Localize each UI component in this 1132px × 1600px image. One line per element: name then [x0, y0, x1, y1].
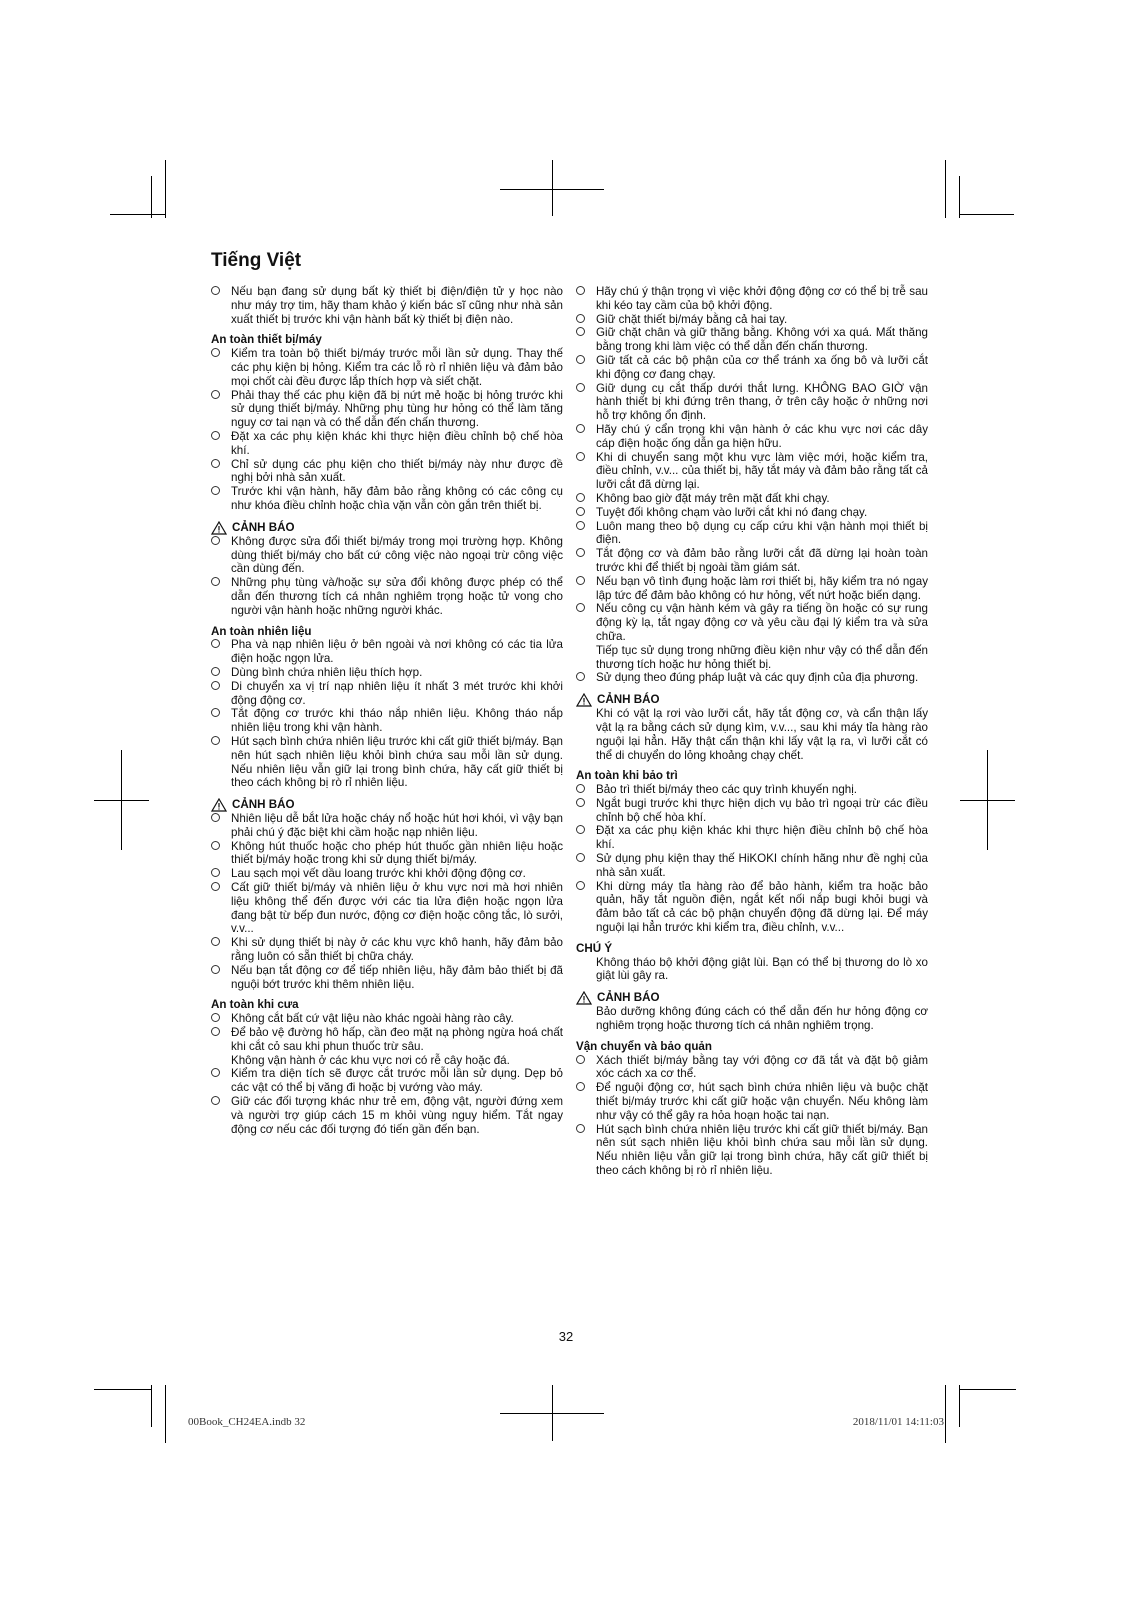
list-item: [576, 451, 928, 492]
warning-label: CẢNH BÁO: [232, 798, 295, 812]
list-item-text: Sử dụng phụ kiện thay thế HiKOKI chính hãng như đề nghị của nhà sản xuất.: [596, 852, 928, 879]
circle-bullet-icon: [576, 1082, 585, 1091]
list-item: [576, 492, 928, 506]
list-item-text: Kiểm tra toàn bộ thiết bị/máy trước mỗi lần sử dụng. Thay thế các phụ kiện bị hỏng. Kiểm tra các lỗ rò rỉ nhiên liệu và đảm bảo mọi chốt cài đều được lắp thích hợp và siết chặt.: [231, 347, 563, 388]
list-item-text: Giữ chặt thiết bị/máy bằng cả hai tay.: [596, 312, 788, 326]
warning-heading: [211, 798, 563, 812]
list-item: [211, 680, 563, 708]
list-item: [576, 797, 928, 825]
list-item: [211, 458, 563, 486]
note-heading: CHÚ Ý: [576, 941, 613, 955]
list-item-text: Tắt động cơ trước khi tháo nắp nhiên liệu. Không tháo nắp nhiên liệu trong khi vận hành.: [231, 707, 563, 735]
circle-bullet-icon: [576, 1055, 585, 1064]
list-item-text: Không cắt bất cứ vật liệu nào khác ngoài hàng rào cây.: [231, 1012, 514, 1026]
list-item-text: Trước khi vận hành, hãy đảm bảo rằng không có các công cụ như khóa điều chỉnh hoặc chìa vặn vẫn còn gắn trên thiết bị.: [231, 485, 563, 512]
list-item-text: Nếu công cụ vận hành kém và gây ra tiếng ồn hoặc có sự rung động kỳ lạ, tắt ngay động cơ và yêu cầu đại lý kiểm tra và sửa chữa.: [596, 602, 928, 643]
list-item: [211, 867, 563, 881]
circle-bullet-icon: [576, 286, 585, 295]
list-item-text: Khi sử dụng thiết bị này ở các khu vực khô hanh, hãy đảm bảo rằng luôn có sẵn thiết bị chữa cháy.: [231, 936, 563, 964]
list-item: [211, 1012, 563, 1026]
list-item-text: Đặt xa các phụ kiện khác khi thực hiện điều chỉnh bộ chế hòa khí.: [231, 429, 563, 457]
list-item: [211, 535, 563, 576]
list-item-text: Luôn mang theo bộ dụng cụ cấp cứu khi vận hành mọi thiết bị điện.: [596, 519, 928, 547]
warning-heading: [211, 521, 563, 535]
list-item-text: Không hút thuốc hoặc cho phép hút thuốc gần nhiên liệu hoặc thiết bị/máy hoặc trong khi sử dụng thiết bị/máy.: [231, 839, 563, 867]
circle-bullet-icon: [576, 603, 585, 612]
list-item: [576, 1123, 928, 1178]
list-item-text: Hãy chú ý cẩn trọng khi vận hành ở các khu vực nơi các dây cáp điện hoặc ống dẫn ga hiện hữu.: [596, 422, 928, 450]
list-item-text: Xách thiết bị/máy bằng tay với động cơ đã tắt và đặt bộ giảm xóc cách xa cơ thể.: [596, 1053, 928, 1081]
list-item-text: Hút sạch bình chứa nhiên liệu trước khi cất giữ thiết bị/máy. Bạn nên sút sạch nhiên liệu khỏi bình chứa sau mỗi lần sử dụng. Nếu nhiên liệu vẫn giữ lại trong bình chứa, hãy cất giữ thiết bị theo cách không bị rò rỉ nhiên liệu.: [596, 1122, 928, 1178]
list-item-text: Những phụ tùng và/hoặc sự sửa đổi không được phép có thể dẫn đến thương tích cá nhân nghiêm trọng hoặc tử vong cho người vận hành hoặc những người khác.: [231, 576, 563, 617]
circle-bullet-icon: [576, 314, 585, 323]
list-item-text: Chỉ sử dụng các phụ kiện cho thiết bị/máy này như được đề nghị bởi nhà sản xuất.: [231, 457, 563, 485]
warning-triangle-icon: [211, 521, 227, 535]
list-item: [576, 783, 928, 797]
list-item-text: Bảo trì thiết bị/máy theo các quy trình khuyến nghị.: [596, 783, 858, 797]
circle-bullet-icon: [211, 286, 220, 295]
circle-bullet-icon: [211, 536, 220, 545]
list-item: [211, 707, 563, 735]
warning-heading: [576, 991, 928, 1005]
circle-bullet-icon: [576, 521, 585, 530]
list-item: [211, 936, 563, 964]
circle-bullet-icon: [211, 841, 220, 850]
list-item: [576, 506, 928, 520]
circle-bullet-icon: [211, 736, 220, 745]
list-item-text: Khi dừng máy tỉa hàng rào để bảo hành, kiểm tra hoặc bảo quản, hãy tắt nguồn điện, ngắt kết nối nắp bugi khỏi bugi và đảm bảo tất cả các bộ phận chuyển động đã dừng lại. Để máy nguội lại hẳn trước khi kiểm tra, điều chỉnh, v.v...: [596, 879, 928, 935]
list-item-text: Khi di chuyển sang một khu vực làm việc mới, hoặc kiểm tra, điều chỉnh, v.v... của thiết bị, hãy tắt máy và đảm bảo rằng tất cả lưỡi cắt đã dừng lại.: [596, 450, 928, 492]
list-item-text: Ngắt bugi trước khi thực hiện dịch vụ bảo trì ngoại trừ các điều chỉnh bộ chế hòa khí.: [596, 796, 928, 824]
circle-bullet-icon: [211, 667, 220, 676]
circle-bullet-icon: [211, 868, 220, 877]
circle-bullet-icon: [576, 548, 585, 557]
list-item-text: Nhiên liệu dễ bắt lửa hoặc cháy nổ hoặc hút hơi khói, vì vậy bạn phải chú ý đặc biệt khi cầm hoặc nạp nhiên liệu.: [231, 812, 563, 839]
list-item: [576, 354, 928, 382]
list-item: [211, 1026, 563, 1054]
list-item: [211, 285, 563, 326]
list-item: [576, 824, 928, 852]
circle-bullet-icon: [576, 452, 585, 461]
list-item-text: Giữ các đối tượng khác như trẻ em, động vật, người đứng xem và người trợ giúp cách 15 m khỏi vùng nguy hiểm. Tắt ngay động cơ nếu các đối tượng đó tiến gần đến bạn.: [231, 1095, 563, 1136]
circle-bullet-icon: [576, 825, 585, 834]
list-item-text: Di chuyển xa vị trí nạp nhiên liệu ít nhất 3 mét trước khi khởi động động cơ.: [231, 679, 563, 707]
circle-bullet-icon: [576, 327, 585, 336]
indented-paragraph: Khi có vật lạ rơi vào lưỡi cắt, hãy tắt động cơ, và cẩn thận lấy vật lạ ra bằng cách sử dụng kìm, v.v..., sau khi máy tỉa hàng rào nguội lại hẳn. Hãy thật cẩn thận khi lấy vật lạ ra, vì lưỡi cắt có thể di chuyển do lỏng khoảng chạy chết.: [596, 707, 928, 762]
circle-bullet-icon: [211, 1068, 220, 1077]
list-item: [576, 671, 928, 685]
footer-timestamp: 2018/11/01 14:11:03: [852, 1416, 944, 1428]
list-item: [211, 735, 563, 790]
circle-bullet-icon: [576, 881, 585, 890]
list-item: [211, 666, 563, 680]
list-item-text: Nếu bạn đang sử dụng bất kỳ thiết bị điện/điện tử y học nào như máy trợ tim, hãy tham khảo ý kiến bác sĩ cũng như nhà sản xuất thiết bị trước khi vận hành bất kỳ thiết bị điện nào.: [231, 285, 563, 326]
language-title: Tiếng Việt: [211, 250, 302, 271]
list-item: [576, 1054, 928, 1082]
list-item-text: Không được sửa đổi thiết bị/máy trong mọi trường hợp. Không dùng thiết bị/máy cho bất cứ công việc nào ngoại trừ công việc cần dùng đến.: [231, 534, 563, 576]
left-column: [211, 285, 563, 1136]
circle-bullet-icon: [211, 937, 220, 946]
indented-paragraph: Tiếp tục sử dụng trong những điều kiện như vậy có thể dẫn đến thương tích hoặc hư hỏng thiết bị.: [596, 643, 928, 671]
list-item: [576, 880, 928, 935]
circle-bullet-icon: [211, 965, 220, 974]
circle-bullet-icon: [211, 486, 220, 495]
section-heading: An toàn thiết bị/máy: [211, 333, 322, 347]
circle-bullet-icon: [211, 708, 220, 717]
list-item-text: Tuyệt đối không chạm vào lưỡi cắt khi nó đang chạy.: [596, 505, 868, 519]
circle-bullet-icon: [211, 1027, 220, 1036]
page-number: 32: [558, 1329, 574, 1344]
warning-triangle-icon: [576, 991, 592, 1005]
list-item-text: Pha và nạp nhiên liệu ở bên ngoài và nơi không có các tia lửa điện hoặc ngọn lửa.: [231, 638, 563, 666]
circle-bullet-icon: [576, 493, 585, 502]
circle-bullet-icon: [576, 355, 585, 364]
circle-bullet-icon: [576, 798, 585, 807]
circle-bullet-icon: [211, 1096, 220, 1105]
list-item: [576, 382, 928, 423]
list-item: [576, 852, 928, 880]
circle-bullet-icon: [211, 390, 220, 399]
list-item-text: Lau sạch mọi vết dầu loang trước khi khởi động động cơ.: [231, 867, 526, 881]
list-item: [211, 1067, 563, 1095]
circle-bullet-icon: [211, 1013, 220, 1022]
list-item: [211, 576, 563, 617]
list-item-text: Sử dụng theo đúng pháp luật và các quy định của địa phương.: [596, 671, 919, 685]
list-item-text: Cất giữ thiết bị/máy và nhiên liệu ở khu vực nơi mà hơi nhiên liệu không thể đến được với các tia lửa điện hoặc ngọn lửa đang bật từ bếp đun nước, động cơ điện hoặc công tắc, lò sưởi, v.v...: [231, 881, 563, 936]
section-heading: An toàn khi cưa: [211, 998, 299, 1012]
list-item: [211, 812, 563, 840]
indented-paragraph: Không vận hành ở các khu vực nơi có rễ cây hoặc đá.: [231, 1053, 510, 1067]
circle-bullet-icon: [211, 459, 220, 468]
list-item: [211, 485, 563, 513]
list-item: [576, 285, 928, 313]
list-item: [211, 1095, 563, 1136]
list-item: [211, 389, 563, 430]
list-item: [576, 520, 928, 548]
footer-file: 00Book_CH24EA.indb 32: [188, 1416, 306, 1428]
list-item-text: Dùng bình chứa nhiên liệu thích hợp.: [231, 665, 423, 679]
section-heading: An toàn khi bảo trì: [576, 769, 678, 783]
indented-paragraph: Không tháo bộ khởi động giật lùi. Bạn có thể bị thương do lò xo giật lùi gây ra.: [596, 955, 928, 983]
circle-bullet-icon: [576, 507, 585, 516]
list-item-text: Nếu bạn tắt động cơ để tiếp nhiên liệu, hãy đảm bảo thiết bị đã nguội bớt trước khi thêm nhiên liệu.: [231, 963, 563, 991]
list-item-text: Nếu bạn vô tình đụng hoặc làm rơi thiết bị, hãy kiểm tra nó ngay lập tức để đảm bảo không có hư hỏng, vết nứt hoặc biến dạng.: [596, 574, 928, 602]
circle-bullet-icon: [211, 813, 220, 822]
circle-bullet-icon: [576, 784, 585, 793]
list-item: [576, 602, 928, 643]
list-item: [211, 964, 563, 992]
list-item-text: Hút sạch bình chứa nhiên liệu trước khi cất giữ thiết bị/máy. Bạn nên hút sạch nhiên liệu khỏi bình chứa sau mỗi lần sử dụng. Nếu nhiên liệu vẫn giữ lại trong bình chứa, hãy cất giữ thiết bị theo cách không bị rò rỉ nhiên liệu.: [231, 734, 563, 790]
list-item-text: Hãy chú ý thận trọng vì việc khởi động động cơ có thể bị trễ sau khi kéo tay cầm của bộ khởi động.: [596, 285, 928, 312]
circle-bullet-icon: [211, 639, 220, 648]
list-item: [211, 638, 563, 666]
list-item: [211, 430, 563, 458]
circle-bullet-icon: [211, 577, 220, 586]
circle-bullet-icon: [211, 882, 220, 891]
warning-heading: [576, 693, 928, 707]
list-item-text: Đặt xa các phụ kiện khác khi thực hiện điều chỉnh bộ chế hòa khí.: [596, 824, 928, 852]
list-item: [576, 575, 928, 603]
warning-label: CẢNH BÁO: [232, 520, 295, 534]
list-item-text: Giữ tất cả các bộ phận của cơ thể tránh xa ống bô và lưỡi cắt khi động cơ đang chạy.: [596, 353, 928, 381]
list-item: [211, 840, 563, 868]
circle-bullet-icon: [211, 348, 220, 357]
list-item: [576, 1081, 928, 1122]
circle-bullet-icon: [576, 576, 585, 585]
circle-bullet-icon: [211, 681, 220, 690]
warning-label: CẢNH BÁO: [597, 991, 660, 1005]
list-item-text: Tắt động cơ và đảm bảo rằng lưỡi cắt đã dừng lại hoàn toàn trước khi để thiết bị ngoài tầm giám sát.: [596, 547, 928, 574]
warning-triangle-icon: [576, 693, 592, 707]
section-heading: An toàn nhiên liệu: [211, 624, 312, 638]
list-item-text: Giữ dụng cụ cắt thấp dưới thắt lưng. KHÔNG BAO GIỜ vận hành thiết bị khi đứng trên thang, ở trên cây hoặc ở những nơi hỗ trợ không ổn định.: [596, 381, 928, 423]
section-heading: Vận chuyển và bảo quản: [576, 1039, 712, 1053]
list-item-text: Để bảo vệ đường hô hấp, cần đeo mặt nạ phòng ngừa hoá chất khi cắt cỏ sau khi phun thuốc trừ sâu.: [231, 1026, 563, 1053]
circle-bullet-icon: [576, 424, 585, 433]
circle-bullet-icon: [576, 672, 585, 681]
circle-bullet-icon: [576, 1124, 585, 1133]
warning-triangle-icon: [211, 798, 227, 812]
list-item: [576, 423, 928, 451]
warning-label: CẢNH BÁO: [597, 693, 660, 707]
list-item: [576, 313, 928, 327]
list-item: [576, 326, 928, 354]
list-item: [211, 347, 563, 388]
list-item-text: Giữ chặt chân và giữ thăng bằng. Không với xa quá. Mất thăng bằng trong khi làm việc có thể dẫn đến chấn thương.: [596, 326, 928, 354]
list-item-text: Để nguội động cơ, hút sạch bình chứa nhiên liệu và buộc chặt thiết bị/máy trước khi cất giữ hoặc vận chuyển. Nếu không làm như vậy có thể gây ra hỏa hoạn hoặc tai nạn.: [596, 1081, 928, 1122]
list-item-text: Kiểm tra diện tích sẽ được cắt trước mỗi lần sử dụng. Dẹp bỏ các vật có thể bị văng đi hoặc bị vướng vào máy.: [231, 1067, 563, 1095]
list-item-text: Không bao giờ đặt máy trên mặt đất khi chạy.: [596, 491, 830, 505]
right-column: [576, 285, 928, 1178]
indented-paragraph: Bảo dưỡng không đúng cách có thể dẫn đến hư hỏng động cơ nghiêm trọng hoặc thương tích cá nhân nghiêm trọng.: [596, 1005, 928, 1033]
list-item-text: Phải thay thế các phụ kiện đã bị nứt mẻ hoặc bị hỏng trước khi sử dụng thiết bị/máy. Những phụ tùng hư hỏng có thể làm tăng nguy cơ tai nạn và có thể dẫn đến chấn thương.: [231, 388, 563, 430]
circle-bullet-icon: [576, 853, 585, 862]
list-item: [576, 547, 928, 575]
circle-bullet-icon: [211, 431, 220, 440]
list-item: [211, 881, 563, 936]
circle-bullet-icon: [576, 383, 585, 392]
